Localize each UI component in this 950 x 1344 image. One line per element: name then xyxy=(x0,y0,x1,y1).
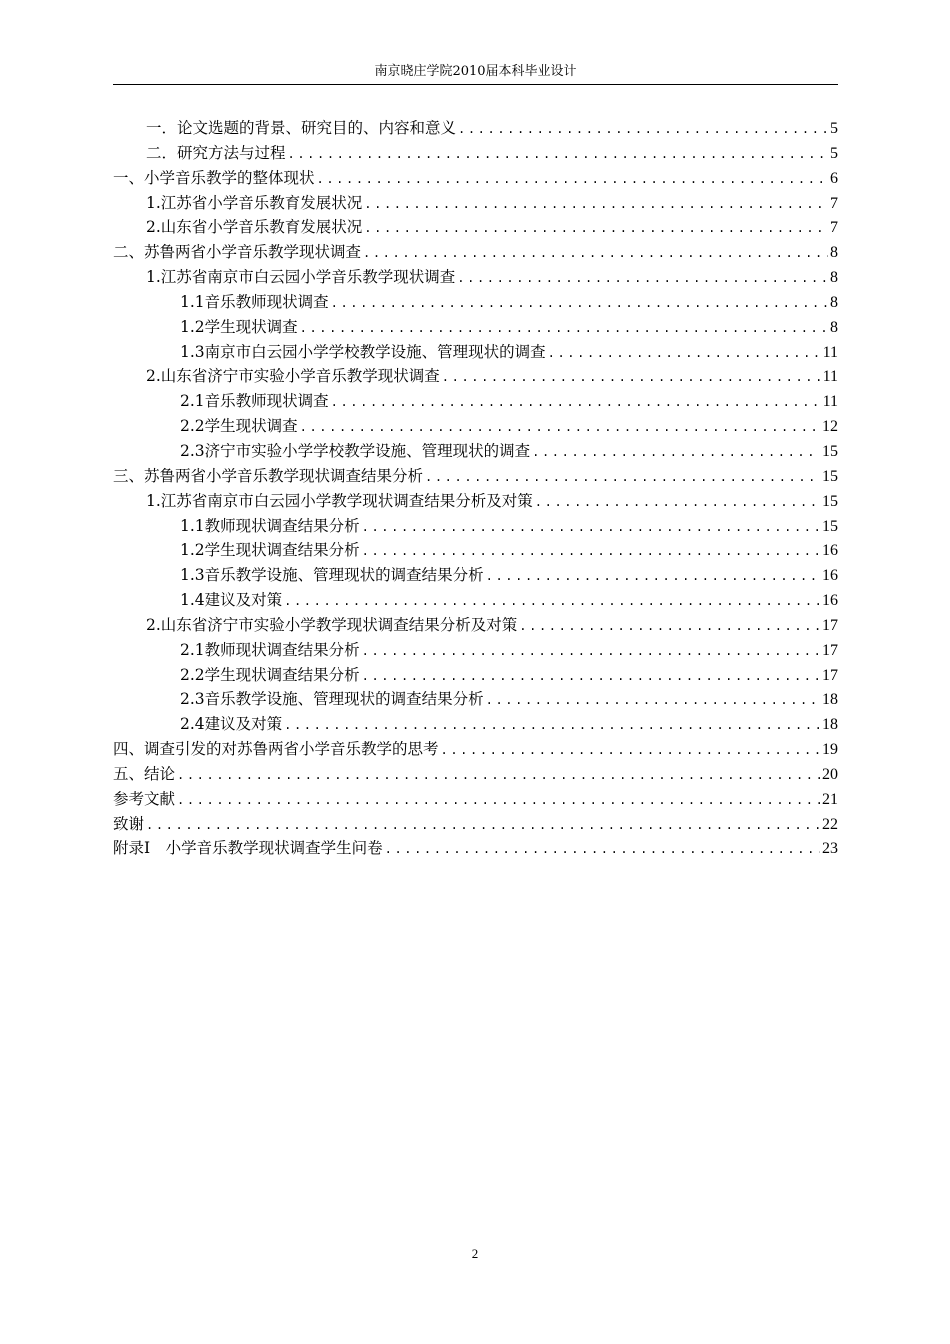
toc-dot-leader xyxy=(177,788,820,813)
toc-entry[interactable] xyxy=(113,489,838,514)
toc-entry[interactable] xyxy=(113,563,838,588)
toc-entry[interactable] xyxy=(113,240,838,265)
page-number: 2 xyxy=(471,1246,479,1261)
page-header xyxy=(113,60,838,85)
toc-entry-title: 1.2学生现状调查 xyxy=(180,317,298,336)
toc-entry-title: 附录Ⅰ 小学音乐教学现状调查学生问卷 xyxy=(113,839,383,858)
toc-entry-page: 15 xyxy=(822,517,838,535)
toc-dot-leader xyxy=(364,192,828,217)
toc-entry-title: 1.江苏省南京市白云园小学音乐教学现状调查 xyxy=(146,268,456,287)
toc-entry-title: 1.3音乐教学设施、管理现状的调查结果分析 xyxy=(180,566,484,585)
toc-entry[interactable] xyxy=(113,439,838,464)
toc-entry-page: 12 xyxy=(822,418,838,436)
toc-dot-leader xyxy=(486,688,820,713)
toc-entry[interactable] xyxy=(113,215,838,240)
toc-entry[interactable] xyxy=(113,389,838,414)
toc-entry[interactable] xyxy=(113,166,838,191)
toc-entry[interactable] xyxy=(113,588,838,613)
toc-entry-page: 15 xyxy=(822,442,838,460)
toc-entry-page: 18 xyxy=(822,691,838,709)
toc-dot-leader xyxy=(284,713,820,738)
toc-entry-title: 致谢 xyxy=(113,814,145,833)
toc-entry-title: 一、小学音乐教学的整体现状 xyxy=(113,168,315,187)
toc-entry-page: 20 xyxy=(822,765,838,783)
toc-entry-title: 一．论文选题的背景、研究目的、内容和意义 xyxy=(146,119,457,137)
toc-entry[interactable] xyxy=(113,191,838,216)
toc-dot-leader xyxy=(442,365,821,390)
toc-entry-page: 6 xyxy=(830,169,838,187)
toc-entry-title: 2.2学生现状调查结果分析 xyxy=(180,665,360,684)
toc-entry[interactable] xyxy=(113,364,838,389)
toc-dot-leader xyxy=(486,564,820,589)
toc-entry[interactable] xyxy=(113,340,838,365)
toc-dot-leader xyxy=(364,216,828,241)
toc-dot-leader xyxy=(362,639,820,664)
toc-entry-title: 五、结论 xyxy=(113,764,176,783)
toc-entry[interactable] xyxy=(113,638,838,663)
toc-entry-page: 19 xyxy=(822,741,838,759)
toc-entry-page: 8 xyxy=(830,244,838,262)
toc-dot-leader xyxy=(362,664,820,689)
header-title: 南京晓庄学院2010届本科毕业设计 xyxy=(374,64,577,79)
toc-entry-title: 参考文献 xyxy=(113,789,176,808)
toc-entry-page: 18 xyxy=(822,716,838,734)
toc-entry-page: 8 xyxy=(830,269,838,287)
toc-dot-leader xyxy=(300,415,820,440)
toc-entry-title: 2.1教师现状调查结果分析 xyxy=(180,640,360,659)
toc-entry-page: 21 xyxy=(822,790,838,808)
toc-entry-page: 11 xyxy=(822,393,838,411)
toc-entry-page: 7 xyxy=(830,219,838,237)
toc-entry-page: 8 xyxy=(830,318,838,336)
toc-dot-leader xyxy=(457,266,828,291)
toc-dot-leader xyxy=(317,167,828,192)
toc-entry-title: 2.山东省小学音乐教育发展状况 xyxy=(146,218,363,237)
toc-dot-leader xyxy=(548,341,821,366)
toc-entry[interactable] xyxy=(113,514,838,539)
toc-entry-title: 2.山东省济宁市实验小学音乐教学现状调查 xyxy=(146,367,440,386)
toc-dot-leader xyxy=(519,614,820,639)
toc-entry-page: 17 xyxy=(822,616,838,634)
toc-entry-page: 16 xyxy=(822,567,838,585)
toc-dot-leader xyxy=(146,813,820,838)
toc-entry-title: 1.江苏省南京市白云园小学教学现状调查结果分析及对策 xyxy=(146,491,533,510)
toc-entry[interactable] xyxy=(113,613,838,638)
toc-dot-leader xyxy=(177,763,820,788)
toc-dot-leader xyxy=(362,515,820,540)
toc-entry-page: 7 xyxy=(830,194,838,212)
toc-dot-leader xyxy=(385,837,820,862)
toc-dot-leader xyxy=(441,738,820,763)
toc-entry[interactable] xyxy=(113,762,838,787)
toc-entry[interactable] xyxy=(113,538,838,563)
toc-entry-title: 1.1音乐教师现状调查 xyxy=(180,292,329,311)
toc-entry-page: 23 xyxy=(822,840,838,858)
toc-entry-page: 8 xyxy=(830,293,838,311)
toc-entry-title: 1.江苏省小学音乐教育发展状况 xyxy=(146,193,363,212)
toc-dot-leader xyxy=(331,390,821,415)
toc-entry-page: 15 xyxy=(822,492,838,510)
toc-entry-page: 16 xyxy=(822,592,838,610)
toc-entry-title: 2.3音乐教学设施、管理现状的调查结果分析 xyxy=(180,690,484,709)
toc-dot-leader xyxy=(288,142,828,167)
toc-entry-title: 2.2学生现状调查 xyxy=(180,417,298,436)
toc-dot-leader xyxy=(425,465,820,490)
toc-entry-page: 17 xyxy=(822,641,838,659)
toc-entry[interactable] xyxy=(113,414,838,439)
toc-entry-page: 5 xyxy=(830,120,838,137)
toc-entry-title: 2.4建议及对策 xyxy=(180,715,283,734)
toc-dot-leader xyxy=(331,291,828,316)
toc-dot-leader xyxy=(284,589,820,614)
toc-entry[interactable] xyxy=(113,663,838,688)
toc-entry-title: 二．研究方法与过程 xyxy=(146,143,286,162)
toc-entry[interactable] xyxy=(113,787,838,812)
toc-entry-title: 1.1教师现状调查结果分析 xyxy=(180,516,360,535)
toc-entry-title: 2.1音乐教师现状调查 xyxy=(180,392,329,411)
toc-dot-leader xyxy=(363,241,828,266)
toc-entry[interactable] xyxy=(113,116,838,141)
toc-entry[interactable] xyxy=(113,737,838,762)
toc-entry-page: 5 xyxy=(830,144,838,162)
toc-entry-title: 2.山东省济宁市实验小学教学现状调查结果分析及对策 xyxy=(146,615,518,634)
toc-entry-page: 15 xyxy=(822,467,838,485)
toc-entry[interactable] xyxy=(113,141,838,166)
toc-entry[interactable] xyxy=(113,812,838,837)
toc-entry-page: 16 xyxy=(822,542,838,560)
toc-entry-page: 11 xyxy=(822,368,838,386)
toc-entry-title: 二、苏鲁两省小学音乐教学现状调查 xyxy=(113,243,362,262)
toc-entry-page: 22 xyxy=(822,815,838,833)
toc-dot-leader xyxy=(362,539,820,564)
toc-entry[interactable] xyxy=(113,836,838,861)
toc-entry[interactable] xyxy=(113,290,838,315)
toc-entry-title: 三、苏鲁两省小学音乐教学现状调查结果分析 xyxy=(113,466,424,485)
toc-entry[interactable] xyxy=(113,265,838,290)
toc-entry-title: 1.2学生现状调查结果分析 xyxy=(180,541,360,560)
toc-dot-leader xyxy=(535,490,820,515)
toc-entry-page: 17 xyxy=(822,666,838,684)
toc-entry-title: 2.3济宁市实验小学学校教学设施、管理现状的调查 xyxy=(180,441,531,460)
toc-dot-leader xyxy=(532,440,820,465)
toc-entry[interactable] xyxy=(113,315,838,340)
table-of-contents xyxy=(113,116,838,861)
toc-dot-leader xyxy=(300,316,828,341)
toc-dot-leader xyxy=(458,117,828,142)
toc-entry[interactable] xyxy=(113,712,838,737)
toc-entry[interactable] xyxy=(113,464,838,489)
toc-entry-title: 四、调查引发的对苏鲁两省小学音乐教学的思考 xyxy=(113,740,439,759)
toc-entry-title: 1.4建议及对策 xyxy=(180,591,283,610)
toc-entry-page: 11 xyxy=(822,343,838,361)
toc-entry[interactable] xyxy=(113,687,838,712)
toc-entry-title: 1.3南京市白云园小学学校教学设施、管理现状的调查 xyxy=(180,342,546,361)
